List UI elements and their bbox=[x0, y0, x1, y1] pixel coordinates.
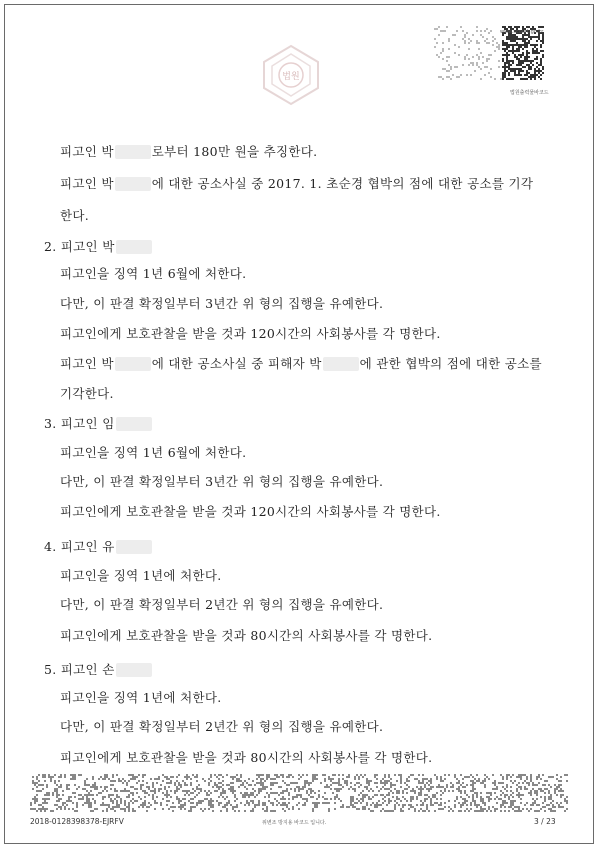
text-segment: 피고인 박 bbox=[60, 176, 114, 191]
redacted-name bbox=[116, 240, 152, 254]
text-segment: 피고인을 징역 1년에 처한다. bbox=[60, 690, 222, 705]
text-line bbox=[60, 566, 221, 584]
qr-url-label: www.scourt.go.kr bbox=[500, 29, 544, 35]
text-segment: 기각한다. bbox=[60, 386, 114, 401]
text-segment: 피고인 박 bbox=[60, 356, 114, 371]
text-line bbox=[60, 502, 441, 520]
text-segment: 다만, 이 판결 확정일부터 2년간 위 형의 집행을 유예한다. bbox=[60, 719, 384, 734]
redacted-name bbox=[115, 357, 151, 371]
text-line bbox=[60, 472, 383, 490]
text-segment: 로부터 180만 원을 추징한다. bbox=[151, 144, 318, 159]
qr-caption: 법원출력물바코드 bbox=[510, 90, 549, 96]
redacted-name bbox=[116, 540, 152, 554]
text-segment: 3. 피고인 임 bbox=[44, 416, 115, 431]
text-segment: 에 대한 공소사실 중 피해자 박 bbox=[151, 356, 322, 371]
text-line bbox=[60, 384, 114, 402]
document-code: 2018-0128398378-EJRFV bbox=[30, 817, 124, 826]
anti-forgery-barcode bbox=[30, 774, 568, 812]
text-segment: 피고인을 징역 1년 6월에 처한다. bbox=[60, 445, 247, 460]
text-line bbox=[44, 537, 153, 555]
seal-label: 법원 bbox=[282, 71, 300, 82]
text-segment: 피고인에게 보호관찰을 받을 것과 120시간의 사회봉사를 각 명한다. bbox=[60, 504, 441, 519]
text-segment: 2. 피고인 박 bbox=[44, 239, 115, 254]
text-segment: 다만, 이 판결 확정일부터 2년간 위 형의 집행을 유예한다. bbox=[60, 597, 384, 612]
court-seal-emblem bbox=[258, 42, 324, 108]
text-segment: 에 관한 협박의 점에 대한 공소를 bbox=[359, 356, 542, 371]
text-line bbox=[60, 142, 317, 160]
text-segment: 4. 피고인 유 bbox=[44, 539, 115, 554]
redacted-name bbox=[323, 357, 359, 371]
text-segment: 5. 피고인 손 bbox=[44, 662, 115, 677]
redacted-name bbox=[115, 177, 151, 191]
redacted-name bbox=[115, 145, 151, 159]
text-segment: 에 대한 공소사실 중 2017. 1. 초순경 협박의 점에 대한 공소를 기각 bbox=[151, 176, 534, 191]
text-line bbox=[60, 354, 542, 372]
text-segment: 피고인에게 보호관찰을 받을 것과 80시간의 사회봉사를 각 명한다. bbox=[60, 628, 433, 643]
text-line bbox=[44, 237, 153, 255]
text-segment: 피고인에게 보호관찰을 받을 것과 120시간의 사회봉사를 각 명한다. bbox=[60, 326, 441, 341]
redacted-name bbox=[116, 663, 152, 677]
text-line bbox=[60, 264, 246, 282]
text-line bbox=[44, 414, 153, 432]
text-segment: 한다. bbox=[60, 208, 90, 223]
text-line bbox=[60, 688, 221, 706]
text-segment: 피고인에게 보호관찰을 받을 것과 80시간의 사회봉사를 각 명한다. bbox=[60, 750, 433, 765]
barcode-note: 위변조 방지용 바코드 입니다. bbox=[262, 820, 327, 826]
redacted-name bbox=[116, 417, 152, 431]
text-segment: 피고인을 징역 1년 6월에 처한다. bbox=[60, 266, 247, 281]
text-line bbox=[60, 294, 383, 312]
text-segment: 피고인 박 bbox=[60, 144, 114, 159]
text-line bbox=[60, 748, 432, 766]
text-segment: 피고인을 징역 1년에 처한다. bbox=[60, 568, 222, 583]
text-line bbox=[60, 443, 246, 461]
text-line bbox=[44, 660, 153, 678]
page-number: 3 / 23 bbox=[534, 817, 556, 826]
text-line bbox=[60, 174, 533, 192]
text-segment: 다만, 이 판결 확정일부터 3년간 위 형의 집행을 유예한다. bbox=[60, 474, 384, 489]
text-line bbox=[60, 717, 383, 735]
text-line bbox=[60, 595, 383, 613]
text-line bbox=[60, 626, 432, 644]
text-segment: 다만, 이 판결 확정일부터 3년간 위 형의 집행을 유예한다. bbox=[60, 296, 384, 311]
text-line bbox=[60, 324, 441, 342]
text-line bbox=[60, 206, 89, 224]
